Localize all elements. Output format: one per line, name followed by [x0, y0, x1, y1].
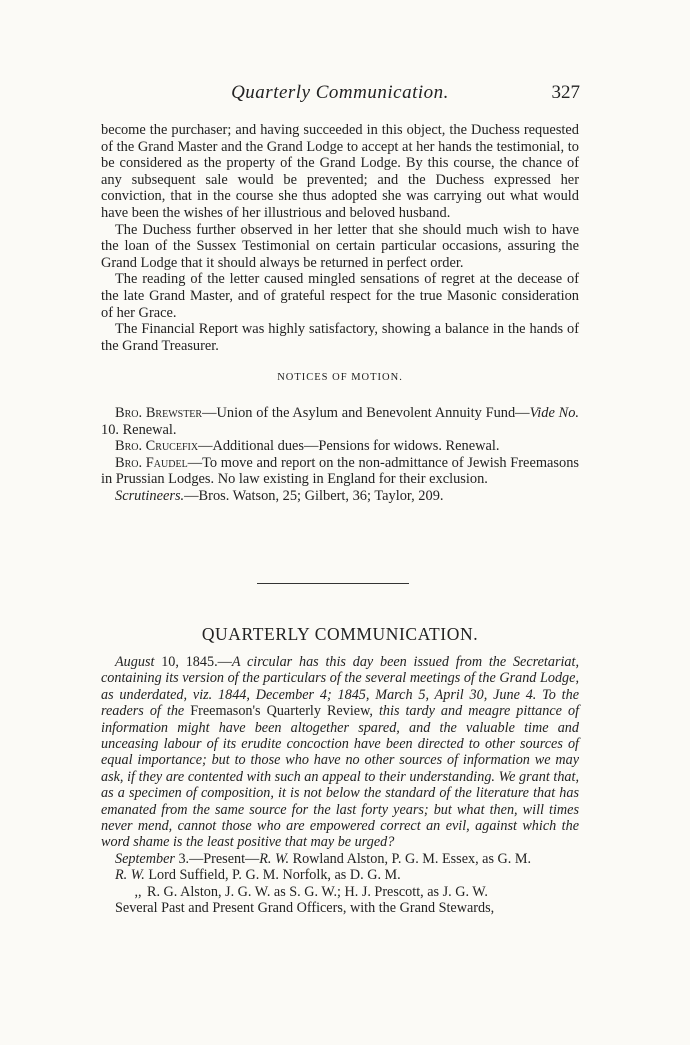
sept-rw: R. W.	[259, 850, 290, 867]
motion-name: Bro. Faudel	[115, 454, 188, 471]
motion-text: —Union of the Asylum and Benevolent Annuity Fund—	[202, 404, 530, 421]
section-divider	[257, 583, 409, 584]
lower-text-block	[101, 654, 579, 917]
running-title: Quarterly Communication.	[231, 82, 449, 103]
section-heading: QUARTERLY COMMUNICATION.	[201, 624, 479, 644]
paragraph-loan-request: The Duchess further observed in her letter that she should much wish to have the loan of the Sussex Testimonial on certain particular occasions, assuring the Grand Lodge that it should always be returned in perfect order.	[101, 221, 579, 271]
paragraph-september-present	[101, 851, 579, 867]
motion-crucefix	[101, 438, 579, 455]
scrutineers-line	[101, 488, 579, 505]
motion-name: Bro. Brewster	[115, 404, 203, 421]
motion-vide: Vide No.	[529, 404, 579, 421]
scrutineers-text: —Bros. Watson, 25; Gilbert, 36; Taylor, 209.	[184, 487, 444, 504]
line-alston-prescott	[101, 884, 579, 900]
page-header	[100, 82, 580, 108]
motion-text: —Additional dues—Pensions for widows. Renewal.	[198, 438, 500, 455]
line-suffield	[101, 867, 579, 883]
notices-of-motion-heading: NOTICES OF MOTION.	[277, 372, 403, 384]
paragraph-circular	[101, 654, 579, 851]
circular-text: A circular has this day been issued from the Secretariat, containing its version of the particulars of the several meetings of the Grand Lodge, as underdated, viz. 1844, December 4; 1845, March 5, April 30, June 4. To the readers of the	[101, 654, 580, 720]
motion-brewster	[101, 405, 579, 438]
upper-text-block	[101, 122, 579, 504]
motion-name: Bro. Crucefix	[115, 438, 199, 455]
motion-text-tail: 10. Renewal.	[101, 421, 177, 438]
date-rest: 10, 1845.—	[154, 654, 232, 670]
paragraph-duchess-request: become the purchaser; and having succeeded in this object, the Duchess requested of the Grand Master and the Grand Lodge to accept at her hands the testimonial, to be considered as the property of the Grand Lodge. By this course, the chance of any subsequent sale would be prevented; and the Duchess expressed her conviction, that in the course she thus adopted she was carrying out what would have been the wishes of her illustrious and beloved husband.	[101, 122, 579, 221]
date-month: August	[115, 654, 155, 670]
suffield-text: Lord Suffield, P. G. M. Norfolk, as D. G. M.	[144, 867, 401, 884]
alston-prescott-text: R. G. Alston, J. G. W. as S. G. W.; H. J. Prescott, as J. G. W.	[147, 883, 488, 900]
circular-text-continued: this tardy and meagre pittance of information might have been altogether spared, and the valuable time and unceasing labour of its erudite concoction have been directed to other sources of equal importance; but to those who have no other sources of information we may ask, if they are contented with such an appeal to their understanding. We grant that, as a specimen of composition, it is not below the standard of the literature that has emanated from the same source for the last forty years; but what then, will times never mend, cannot those who are empowered correct an evil, against which the word shame is the least positive that may be urged?	[101, 703, 580, 851]
line-officers: Several Past and Present Grand Officers, with the Grand Stewards,	[115, 900, 495, 917]
paragraph-financial-report: The Financial Report was highly satisfactory, showing a balance in the hands of the Grand Treasurer.	[101, 321, 579, 354]
sept-month: September	[115, 850, 175, 867]
sept-alston: Rowland Alston, P. G. M. Essex, as G. M.	[289, 850, 532, 867]
paragraph-letter-reading: The reading of the letter caused mingled sensations of regret at the decease of the late Grand Master, and of grateful respect for the true Masonic consideration of her Grace.	[101, 271, 579, 321]
motion-faudel	[101, 455, 579, 488]
scrutineers-label: Scrutineers.	[115, 487, 185, 504]
sept-present: 3.—Present—	[174, 850, 260, 867]
page-number: 327	[551, 82, 580, 103]
ditto-mark: ,,	[134, 883, 142, 900]
motion-text: —To move and report on the non-admittance of Jewish Freemasons in Prussian Lodges. No law existing in England for their exclusion.	[101, 454, 579, 488]
review-title: Freemason's Quarterly Review,	[184, 703, 379, 720]
suffield-rw: R. W.	[115, 867, 145, 884]
